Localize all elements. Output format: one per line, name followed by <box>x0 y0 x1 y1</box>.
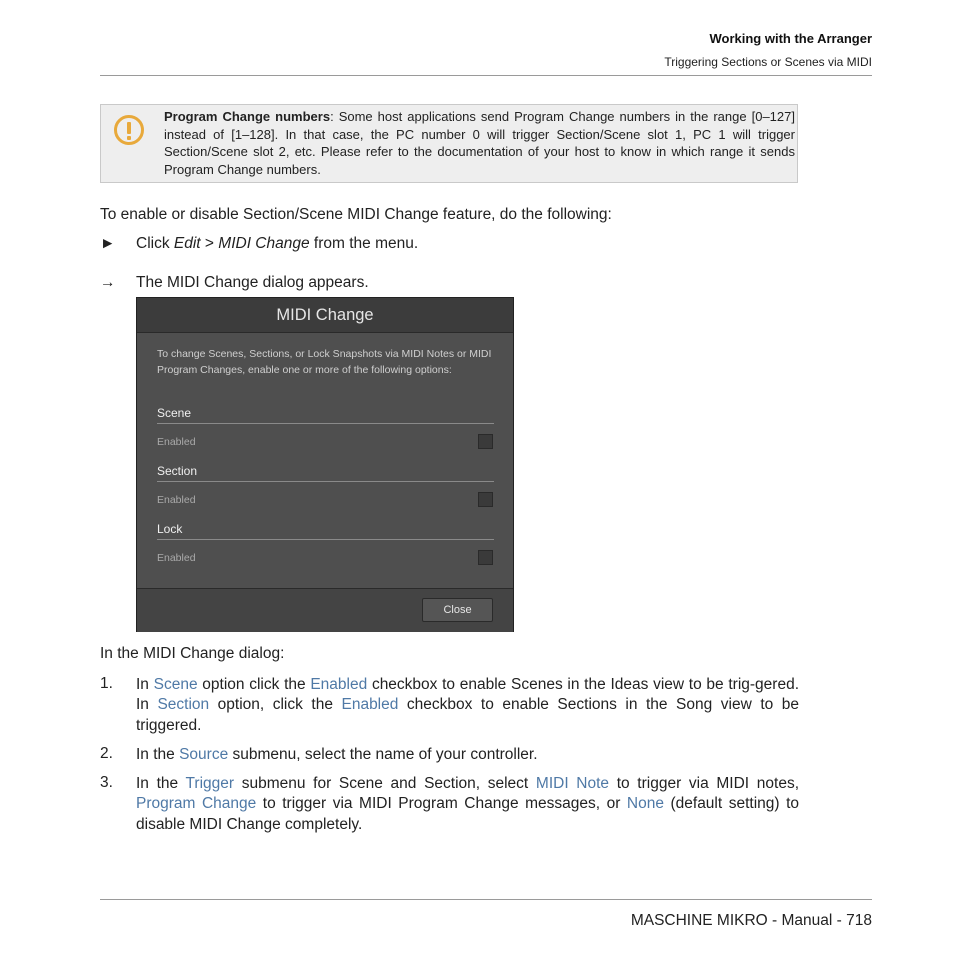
text-run: submenu for Scene and Section, select <box>234 775 536 792</box>
dialog-intro: In the MIDI Change dialog: <box>100 645 285 662</box>
text-run: In the <box>136 775 186 792</box>
running-header-subtitle: Triggering Sections or Scenes via MIDI <box>664 55 872 69</box>
text-run: to trigger via MIDI notes, <box>609 775 800 792</box>
section-title-lock: Lock <box>157 522 183 536</box>
list-number: 2. <box>100 745 113 762</box>
text-run: (default setting) to disable MIDI Change completely. <box>136 795 799 833</box>
header-divider <box>100 75 872 76</box>
menu-separator: > <box>200 235 219 252</box>
text-run: In <box>136 676 154 693</box>
ui-term-program-change: Program Change <box>136 795 257 813</box>
text-run: In the <box>136 746 180 763</box>
step-marker: ► <box>100 235 116 252</box>
ui-term-midi-note: MIDI Note <box>535 775 610 792</box>
menu-midi-change: MIDI Change <box>218 235 310 252</box>
list-item <box>136 774 799 835</box>
text-run: submenu, select the name of your controller. <box>228 746 538 763</box>
footer-divider <box>100 899 872 900</box>
list-number: 1. <box>100 675 113 692</box>
running-header-title: Working with the Arranger <box>709 31 872 46</box>
note-bold: Program Change numbers <box>164 109 331 124</box>
option-label-scene-enabled: Enabled <box>157 436 196 448</box>
section-divider <box>157 539 494 540</box>
dialog-description: To change Scenes, Sections, or Lock Snapshots via MIDI Notes or MIDI Program Changes, enable one or more of the following options: <box>157 348 492 376</box>
list-item <box>136 675 799 736</box>
section-title-section: Section <box>157 464 198 478</box>
note-text <box>164 108 795 179</box>
warning-icon <box>114 115 144 145</box>
midi-change-dialog <box>136 297 514 632</box>
section-enabled-checkbox[interactable] <box>478 492 493 507</box>
text-run: option click the <box>197 676 311 693</box>
dialog-title: MIDI Change <box>137 298 513 333</box>
ui-term-trigger: Trigger <box>185 775 235 792</box>
ui-term-source: Source <box>179 746 229 763</box>
ui-term-enabled: Enabled <box>341 696 399 714</box>
dialog-body <box>137 333 513 588</box>
list-number: 3. <box>100 774 113 791</box>
step-prefix: Click <box>136 235 174 252</box>
ui-term-section: Section <box>157 696 210 714</box>
ui-term-enabled: Enabled <box>310 676 368 693</box>
section-title-scene: Scene <box>157 406 192 420</box>
scene-enabled-checkbox[interactable] <box>478 434 493 449</box>
step-text <box>136 235 418 253</box>
text-run: checkbox to enable Sections in the Song view to be triggered. <box>136 696 800 734</box>
result-marker: → <box>100 274 116 291</box>
menu-edit: Edit <box>173 235 201 252</box>
list-item <box>136 745 799 765</box>
lock-enabled-checkbox[interactable] <box>478 550 493 565</box>
step-suffix: from the menu. <box>309 235 419 252</box>
section-divider <box>157 423 494 424</box>
page-footer: MASCHINE MIKRO - Manual - 718 <box>630 912 872 929</box>
dialog-footer <box>137 588 513 632</box>
text-run: checkbox to enable Scenes in the Ideas view to be trig-gered. In <box>136 676 799 714</box>
option-label-section-enabled: Enabled <box>157 494 196 506</box>
option-label-lock-enabled: Enabled <box>157 552 196 564</box>
warning-note <box>100 104 798 183</box>
intro-paragraph: To enable or disable Section/Scene MIDI Change feature, do the following: <box>100 206 612 223</box>
ui-term-scene: Scene <box>153 676 198 693</box>
note-body: : Some host applications send Program Change numbers in the range [0–127] instead of [1–128]. In that case, the PC number 0 will trigger Section/Scene slot 1, PC 1 will trigger Section/Scene slot 2, etc. Please refer to the documentation of your host to know in which range it sends Program Change numbers. <box>164 109 795 178</box>
result-text: The MIDI Change dialog appears. <box>136 274 369 291</box>
section-divider <box>157 481 494 482</box>
close-button[interactable]: Close <box>422 598 493 622</box>
ui-term-none: None <box>626 795 664 813</box>
text-run: option, click the <box>209 696 342 714</box>
text-run: to trigger via MIDI Program Change messages, or <box>256 795 627 813</box>
